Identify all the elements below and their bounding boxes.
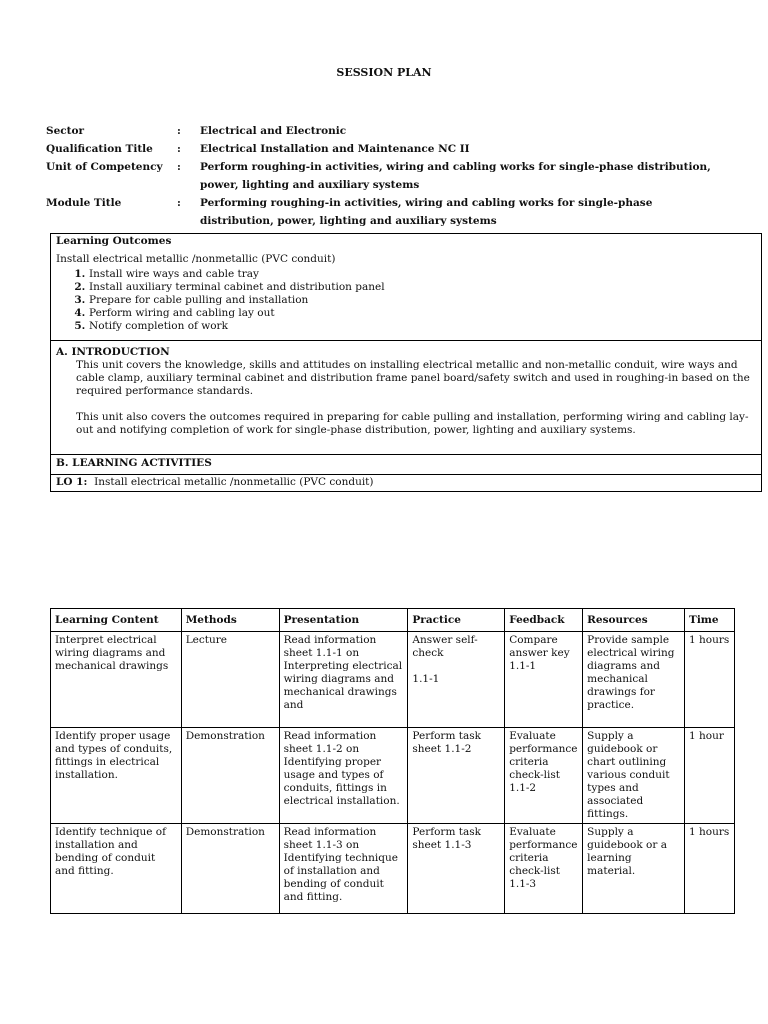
introduction-section (51, 341, 761, 455)
column-header: Time (685, 609, 735, 632)
learning-outcomes-section (51, 234, 761, 341)
meta-qualification: Qualification Title : Electrical Installation and Maintenance NC II (46, 140, 746, 158)
table-cell: Read information sheet 1.1-2 on Identifying proper usage and types of conduits, fittings in electrical installation. (279, 728, 408, 824)
meta-sector: Sector : Electrical and Electronic (46, 122, 746, 140)
table-row (51, 728, 735, 824)
introduction-paragraph: This unit also covers the outcomes required in preparing for cable pulling and installation, performing wiring and cabling lay-out and notifying completion of work for single-phase distribution, power, lighting and auxiliary systems. (76, 411, 749, 436)
meta-value: Perform roughing-in activities, wiring and cabling works for single-phase distribution, power, lighting and auxiliary systems (200, 161, 711, 191)
table-cell: Identify technique of installation and bending of conduit and fitting. (51, 824, 182, 914)
page-title: SESSION PLAN (336, 66, 432, 79)
meta-value: Performing roughing-in activities, wiring and cabling works for single-phase distribution, power, lighting and auxiliary systems (200, 197, 653, 227)
list-item: 5. Notify completion of work (89, 320, 756, 333)
meta-module: Module Title : Performing roughing-in activities, wiring and cabling works for single-phase distribution, power, lighting and auxiliary systems (46, 194, 746, 230)
meta-label: Sector (46, 125, 85, 137)
learning-outcomes-heading: Learning Outcomes (56, 235, 172, 247)
lo-text: Install electrical metallic /nonmetallic (PVC conduit) (94, 476, 374, 488)
column-header: Resources (583, 609, 685, 632)
meta-value: Electrical Installation and Maintenance NC II (200, 143, 470, 155)
meta-label: Unit of Competency (46, 161, 163, 173)
table-cell: Read information sheet 1.1-3 on Identifying technique of installation and bending of conduit and fitting. (279, 824, 408, 914)
table-cell: Evaluate performance criteria check-list 1.1-3 (505, 824, 583, 914)
table-cell: Identify proper usage and types of conduits, fittings in electrical installation. (51, 728, 182, 824)
table-cell: Supply a guidebook or a learning material. (583, 824, 685, 914)
meta-unit: Unit of Competency : Perform roughing-in activities, wiring and cabling works for single-phase distribution, power, lighting and auxiliary systems (46, 158, 746, 194)
session-plan-table (50, 608, 735, 914)
column-header: Methods (181, 609, 279, 632)
meta-label: Module Title (46, 197, 122, 209)
learning-activities-heading: B. LEARNING ACTIVITIES (51, 455, 761, 475)
table-cell: Read information sheet 1.1-1 on Interpreting electrical wiring diagrams and mechanical drawings and (279, 632, 408, 728)
column-header: Practice (408, 609, 505, 632)
table-cell: Supply a guidebook or chart outlining various conduit types and associated fittings. (583, 728, 685, 824)
introduction-paragraph: This unit covers the knowledge, skills and attitudes on installing electrical metallic and non-metallic conduit, wire ways and cable clamp, auxiliary terminal cabinet and distribution frame panel board/safety switch and used in roughing-in based on the required performance standards. (76, 359, 750, 397)
table-cell: Perform task sheet 1.1-2 (408, 728, 505, 824)
column-header: Presentation (279, 609, 408, 632)
learning-outcomes-list (56, 268, 756, 333)
table-cell: Provide sample electrical wiring diagrams and mechanical drawings for practice. (583, 632, 685, 728)
meta-block (46, 122, 746, 230)
column-header: Feedback (505, 609, 583, 632)
table-cell: 1 hours (685, 632, 735, 728)
table-cell: 1 hours (685, 824, 735, 914)
table-cell: Evaluate performance criteria check-list 1.1-2 (505, 728, 583, 824)
table-cell: Answer self-check 1.1-1 (408, 632, 505, 728)
list-item: 2. Install auxiliary terminal cabinet and distribution panel (89, 281, 756, 294)
meta-label: Qualification Title (46, 143, 153, 155)
meta-value: Electrical and Electronic (200, 125, 347, 137)
outcomes-box (50, 233, 762, 492)
table-row (51, 632, 735, 728)
introduction-heading: A. INTRODUCTION (56, 346, 170, 358)
table-cell: Compare answer key 1.1-1 (505, 632, 583, 728)
table-cell: Interpret electrical wiring diagrams and mechanical drawings (51, 632, 182, 728)
table-header-row (51, 609, 735, 632)
table-cell: Lecture (181, 632, 279, 728)
list-item: 4. Perform wiring and cabling lay out (89, 307, 756, 320)
learning-outcomes-subtitle: Install electrical metallic /nonmetallic (PVC conduit) (56, 253, 336, 265)
table-row (51, 824, 735, 914)
table-cell: Demonstration (181, 728, 279, 824)
table-cell: 1 hour (685, 728, 735, 824)
list-item: 3. Prepare for cable pulling and installation (89, 294, 756, 307)
lo-label: LO 1: (56, 476, 88, 488)
list-item: 1. Install wire ways and cable tray (89, 268, 756, 281)
table-cell: Perform task sheet 1.1-3 (408, 824, 505, 914)
column-header: Learning Content (51, 609, 182, 632)
table-cell: Demonstration (181, 824, 279, 914)
lo-row (51, 475, 761, 491)
